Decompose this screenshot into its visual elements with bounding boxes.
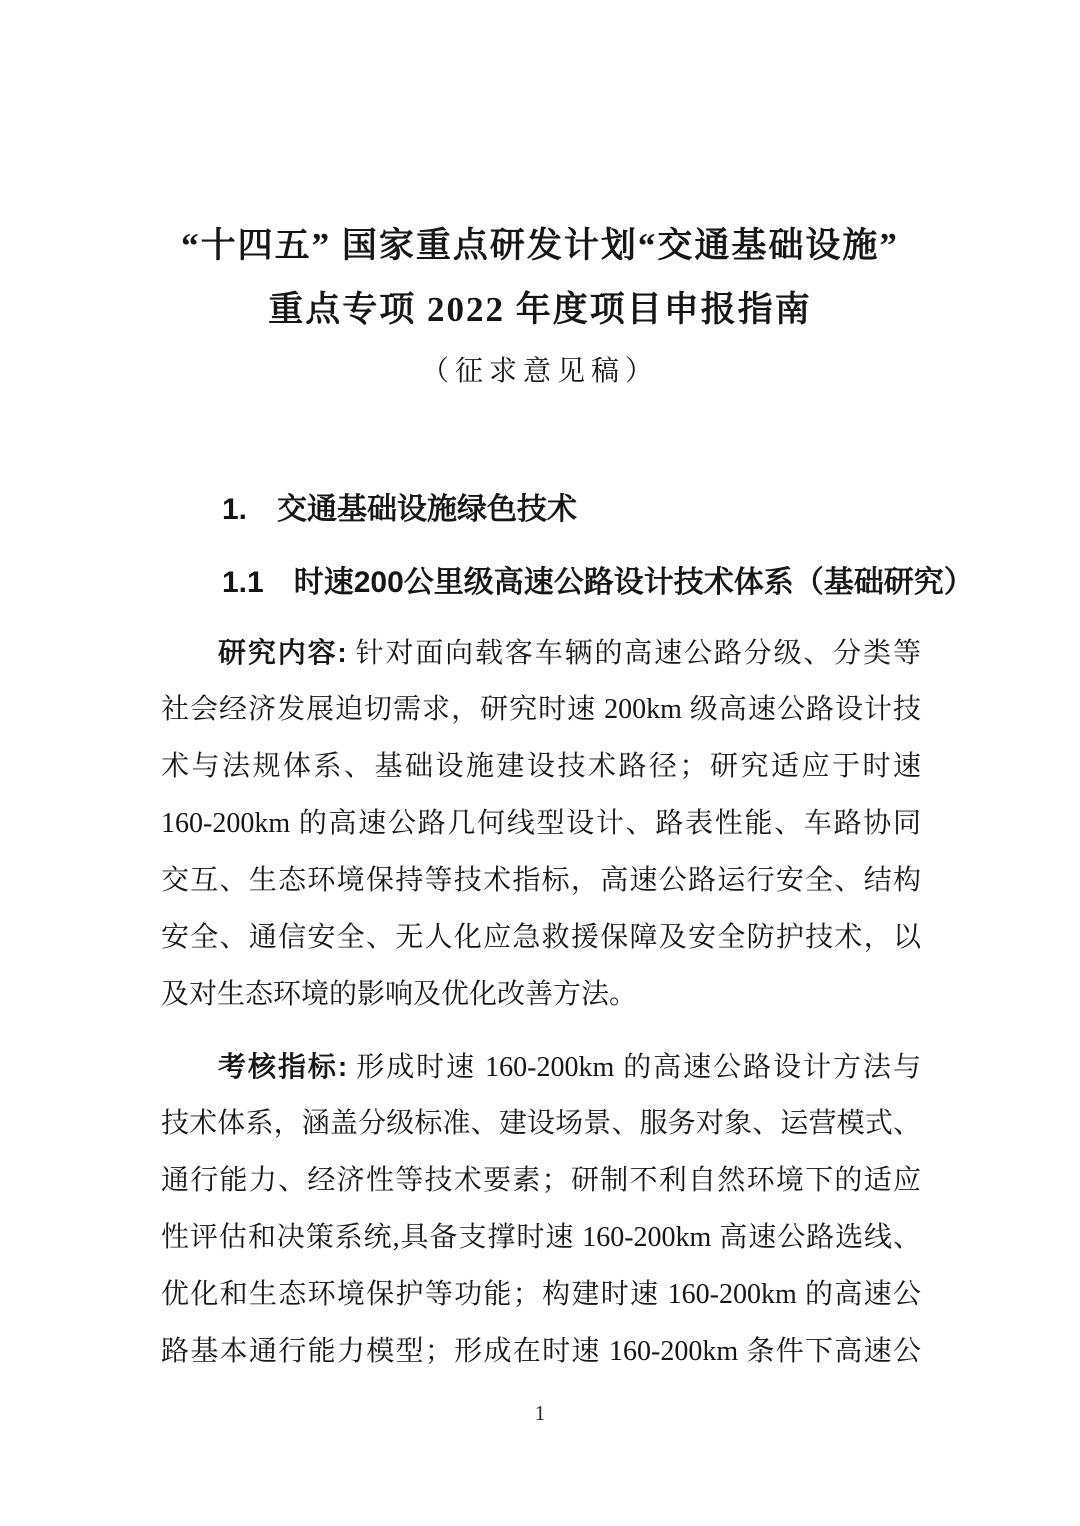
paragraph-line: 路基本通行能力模型；形成在时速 160-200km 条件下高速公 — [161, 1336, 921, 1367]
paragraph-line: 优化和生态环境保护等功能；构建时速 160-200km 的高速公 — [161, 1279, 921, 1310]
document-subtitle: （征求意见稿） — [420, 356, 659, 387]
document-title-line-1: “十四五” 国家重点研发计划“交通基础设施” — [181, 226, 899, 265]
paragraph-text: 形成时速 160-200km 的高速公路设计方法与 — [347, 1052, 921, 1083]
page-number: 1 — [534, 1401, 546, 1425]
paragraph-line: 交互、生态环境保持等技术指标，高速公路运行安全、结构 — [161, 865, 921, 896]
paragraph-line: 及对生态环境的影响及优化改善方法。 — [161, 979, 638, 1010]
paragraph-line: 社会经济发展迫切需求，研究时速 200km 级高速公路设计技 — [161, 694, 921, 725]
research-content-paragraph — [161, 624, 921, 1023]
paragraph-line: 术与法规体系、基础设施建设技术路径；研究适应于时速 — [161, 751, 921, 782]
paragraph-line — [161, 1038, 921, 1095]
paragraph-line — [161, 624, 921, 681]
assessment-label: 考核指标: — [218, 1051, 348, 1082]
section-heading: 1. 交通基础设施绿色技术 — [222, 493, 578, 526]
subsection-heading: 1.1 时速200公里级高速公路设计技术体系（基础研究） — [222, 566, 974, 599]
document-title-line-2: 重点专项 2022 年度项目申报指南 — [268, 290, 812, 329]
paragraph-line: 性评估和决策系统,具备支撑时速 160-200km 高速公路选线、 — [161, 1222, 921, 1253]
paragraph-line: 160-200km 的高速公路几何线型设计、路表性能、车路协同 — [161, 808, 921, 839]
assessment-paragraph — [161, 1038, 921, 1380]
research-content-label: 研究内容: — [218, 637, 347, 668]
paragraph-text: 针对面向载客车辆的高速公路分级、分类等 — [346, 638, 921, 669]
paragraph-line: 技术体系，涵盖分级标准、建设场景、服务对象、运营模式、 — [161, 1108, 921, 1139]
paragraph-line: 安全、通信安全、无人化应急救援保障及安全防护技术，以 — [161, 922, 921, 953]
paragraph-line: 通行能力、经济性等技术要素；研制不利自然环境下的适应 — [161, 1165, 921, 1196]
